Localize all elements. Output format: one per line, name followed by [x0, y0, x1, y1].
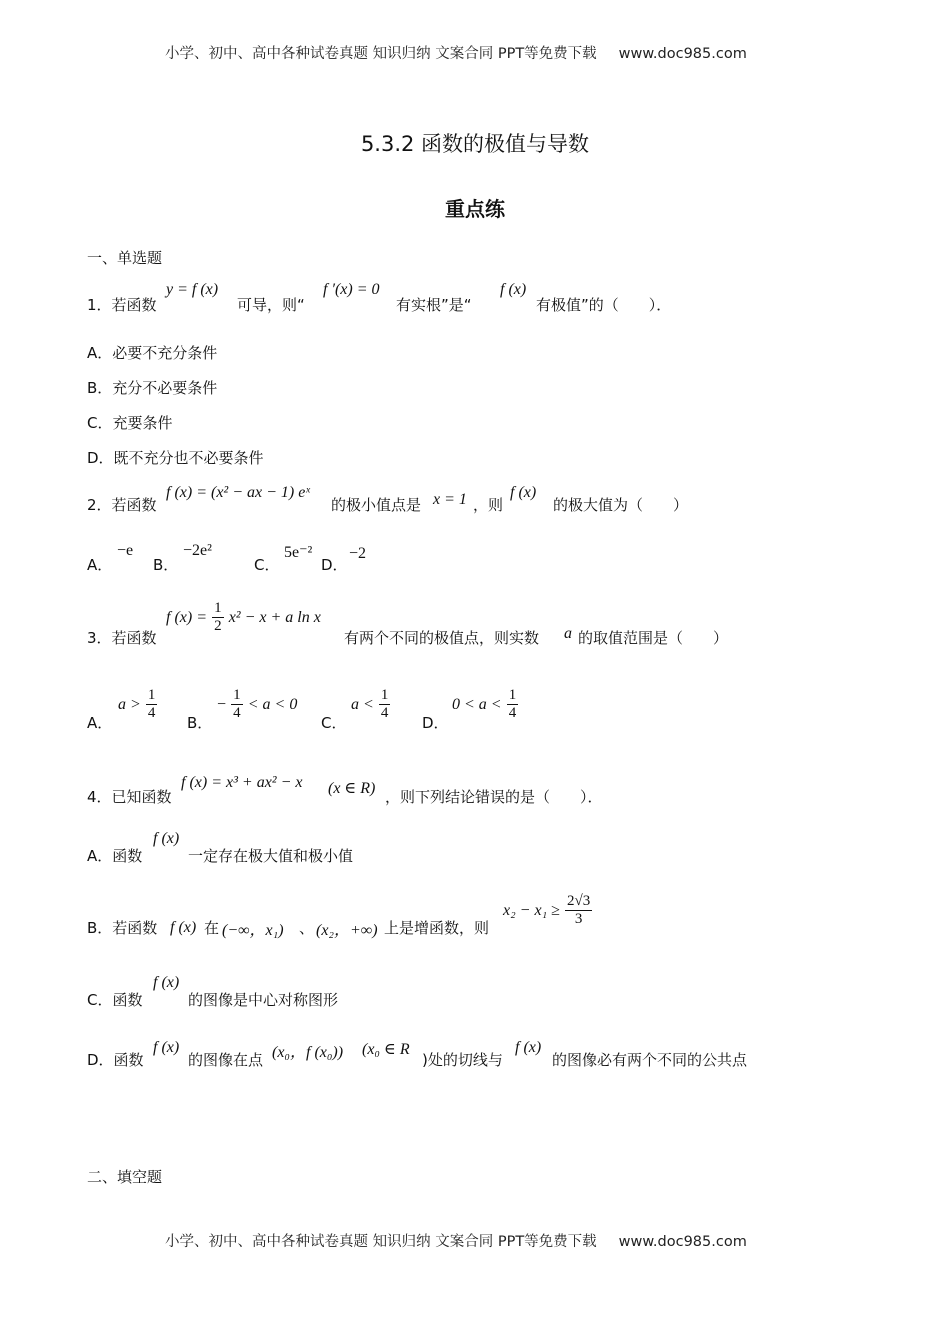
q2-text-1: 2．若函数 [87, 496, 157, 514]
q2-math-2: x = 1 [433, 491, 467, 508]
q3-math-2: a [564, 625, 572, 642]
q3-option-d-value: 0 < a < $\frac{1}{4}$ [452, 687, 517, 721]
q1-math-1: y = f (x) [166, 281, 219, 298]
q4-option-b-text-2: 在 [204, 919, 220, 937]
q2-option-d-value: −2 [349, 545, 367, 562]
q4-option-b-math-3: (x₂，+∞) [316, 922, 378, 939]
q3-option-c-label[interactable]: C． [321, 714, 347, 732]
q1-text-4: 有极值”的（ ）． [536, 296, 672, 314]
q4-math-1: f (x) = x³ + ax² − x [181, 774, 303, 791]
q2-text-2: 的极小值点是 [331, 496, 422, 514]
footer-text: 小学、初中、高中各种试卷真题 知识归纳 文案合同 PPT等免费下载 [165, 1234, 597, 1250]
header-text: 小学、初中、高中各种试卷真题 知识归纳 文案合同 PPT等免费下载 [165, 46, 597, 62]
q4-option-d-math-1: f (x) [153, 1039, 180, 1056]
q2-option-b-value: −2e² [183, 542, 212, 559]
q4-text-2: ，则下列结论错误的是（ ）． [385, 788, 603, 806]
q4-option-b-fraction: $\frac{2√3}{3}$ [567, 893, 591, 927]
q2-option-a-value: −e [117, 542, 134, 559]
q4-option-d-label[interactable]: D．函数 [87, 1051, 144, 1069]
q4-option-d-math-4: f (x) [515, 1039, 542, 1056]
q2-option-a-label[interactable]: A． [87, 556, 113, 574]
q3-option-a-value: a > $\frac{1}{4}$ [118, 687, 156, 721]
q3-option-a-label[interactable]: A． [87, 714, 113, 732]
q2-math-3: f (x) [510, 484, 537, 501]
q2-option-b-label[interactable]: B． [153, 556, 179, 574]
q1-math-3: f (x) [500, 281, 527, 298]
q4-option-b-math-2: (−∞，x₁) [222, 922, 284, 939]
q4-option-a-math: f (x) [153, 830, 180, 847]
q4-option-c-math: f (x) [153, 974, 180, 991]
q4-option-d-math-2: (x₀，f (x₀)) [272, 1044, 344, 1061]
q2-text-3: ，则 [473, 496, 504, 514]
q2-option-c-value: 5e⁻² [284, 544, 313, 561]
q2-math-1: f (x) = (x² − ax − 1) eˣ [166, 484, 310, 501]
q3-text-3: 的取值范围是（ ） [578, 629, 729, 647]
q4-option-b-inequality [503, 893, 592, 928]
q1-option-c[interactable]: C．充要条件 [87, 414, 173, 432]
q3-math-lhs: f (x) = [166, 609, 207, 626]
q3-math-rhs: x² − x + a ln x [228, 609, 321, 626]
q4-option-d-text-4: 的图像必有两个不同的公共点 [552, 1051, 748, 1069]
header-url[interactable]: www.doc985.com [618, 46, 747, 62]
q2-option-c-label[interactable]: C． [254, 556, 280, 574]
page-title: 5.3.2 函数的极值与导数 [360, 132, 590, 156]
q3-option-b-label[interactable]: B． [187, 714, 213, 732]
section-heading-single-choice: 一、单选题 [87, 249, 163, 267]
page-header [165, 42, 747, 63]
q4-option-d-math-3: (x₀ ∈ R [362, 1041, 410, 1058]
page-subtitle: 重点练 [445, 197, 505, 221]
q1-text-1: 1．若函数 [87, 296, 157, 314]
q3-option-d-label[interactable]: D． [422, 714, 449, 732]
q1-text-3: 有实根”是“ [396, 296, 472, 314]
q4-option-a-text: 一定存在极大值和极小值 [188, 847, 354, 865]
page-footer [165, 1230, 747, 1251]
q2-text-4: 的极大值为（ ） [553, 496, 689, 514]
q3-option-b-value: − $\frac{1}{4}$ < a < 0 [217, 687, 298, 721]
footer-url[interactable]: www.doc985.com [618, 1234, 747, 1250]
q3-text-1: 3．若函数 [87, 629, 157, 647]
q4-option-b-label[interactable]: B．若函数 [87, 919, 158, 937]
q4-option-c-label[interactable]: C．函数 [87, 991, 143, 1009]
q3-text-2: 有两个不同的极值点，则实数 [344, 629, 540, 647]
q4-option-d-text-2: 的图像在点 [188, 1051, 264, 1069]
q3-formula [166, 600, 321, 635]
q3-half-fraction: $\frac{1}{2}$ [214, 600, 222, 634]
q1-option-a[interactable]: A．必要不充分条件 [87, 344, 218, 362]
q4-option-d-text-3: )处的切线与 [422, 1051, 503, 1069]
q1-option-b[interactable]: B．充分不必要条件 [87, 379, 218, 397]
q4-option-b-math-4: x₂ − x₁ ≥ [503, 902, 560, 919]
q3-option-c-value: a < $\frac{1}{4}$ [351, 687, 389, 721]
q4-option-b-text-4: 上是增函数，则 [384, 919, 490, 937]
q4-option-a-label[interactable]: A．函数 [87, 847, 143, 865]
q4-option-b-math-1: f (x) [170, 919, 197, 936]
q1-option-d[interactable]: D．既不充分也不必要条件 [87, 449, 264, 467]
section-heading-fill-blank: 二、填空题 [87, 1168, 163, 1186]
q1-text-2: 可导，则“ [237, 296, 305, 314]
q4-text-1: 4．已知函数 [87, 788, 172, 806]
q4-option-c-text: 的图像是中心对称图形 [188, 991, 339, 1009]
q4-math-2: (x ∈ R) [328, 780, 376, 797]
q1-math-2: f ′(x) = 0 [323, 281, 380, 298]
q2-option-d-label[interactable]: D． [321, 556, 348, 574]
q4-option-b-text-3: 、 [299, 919, 315, 937]
